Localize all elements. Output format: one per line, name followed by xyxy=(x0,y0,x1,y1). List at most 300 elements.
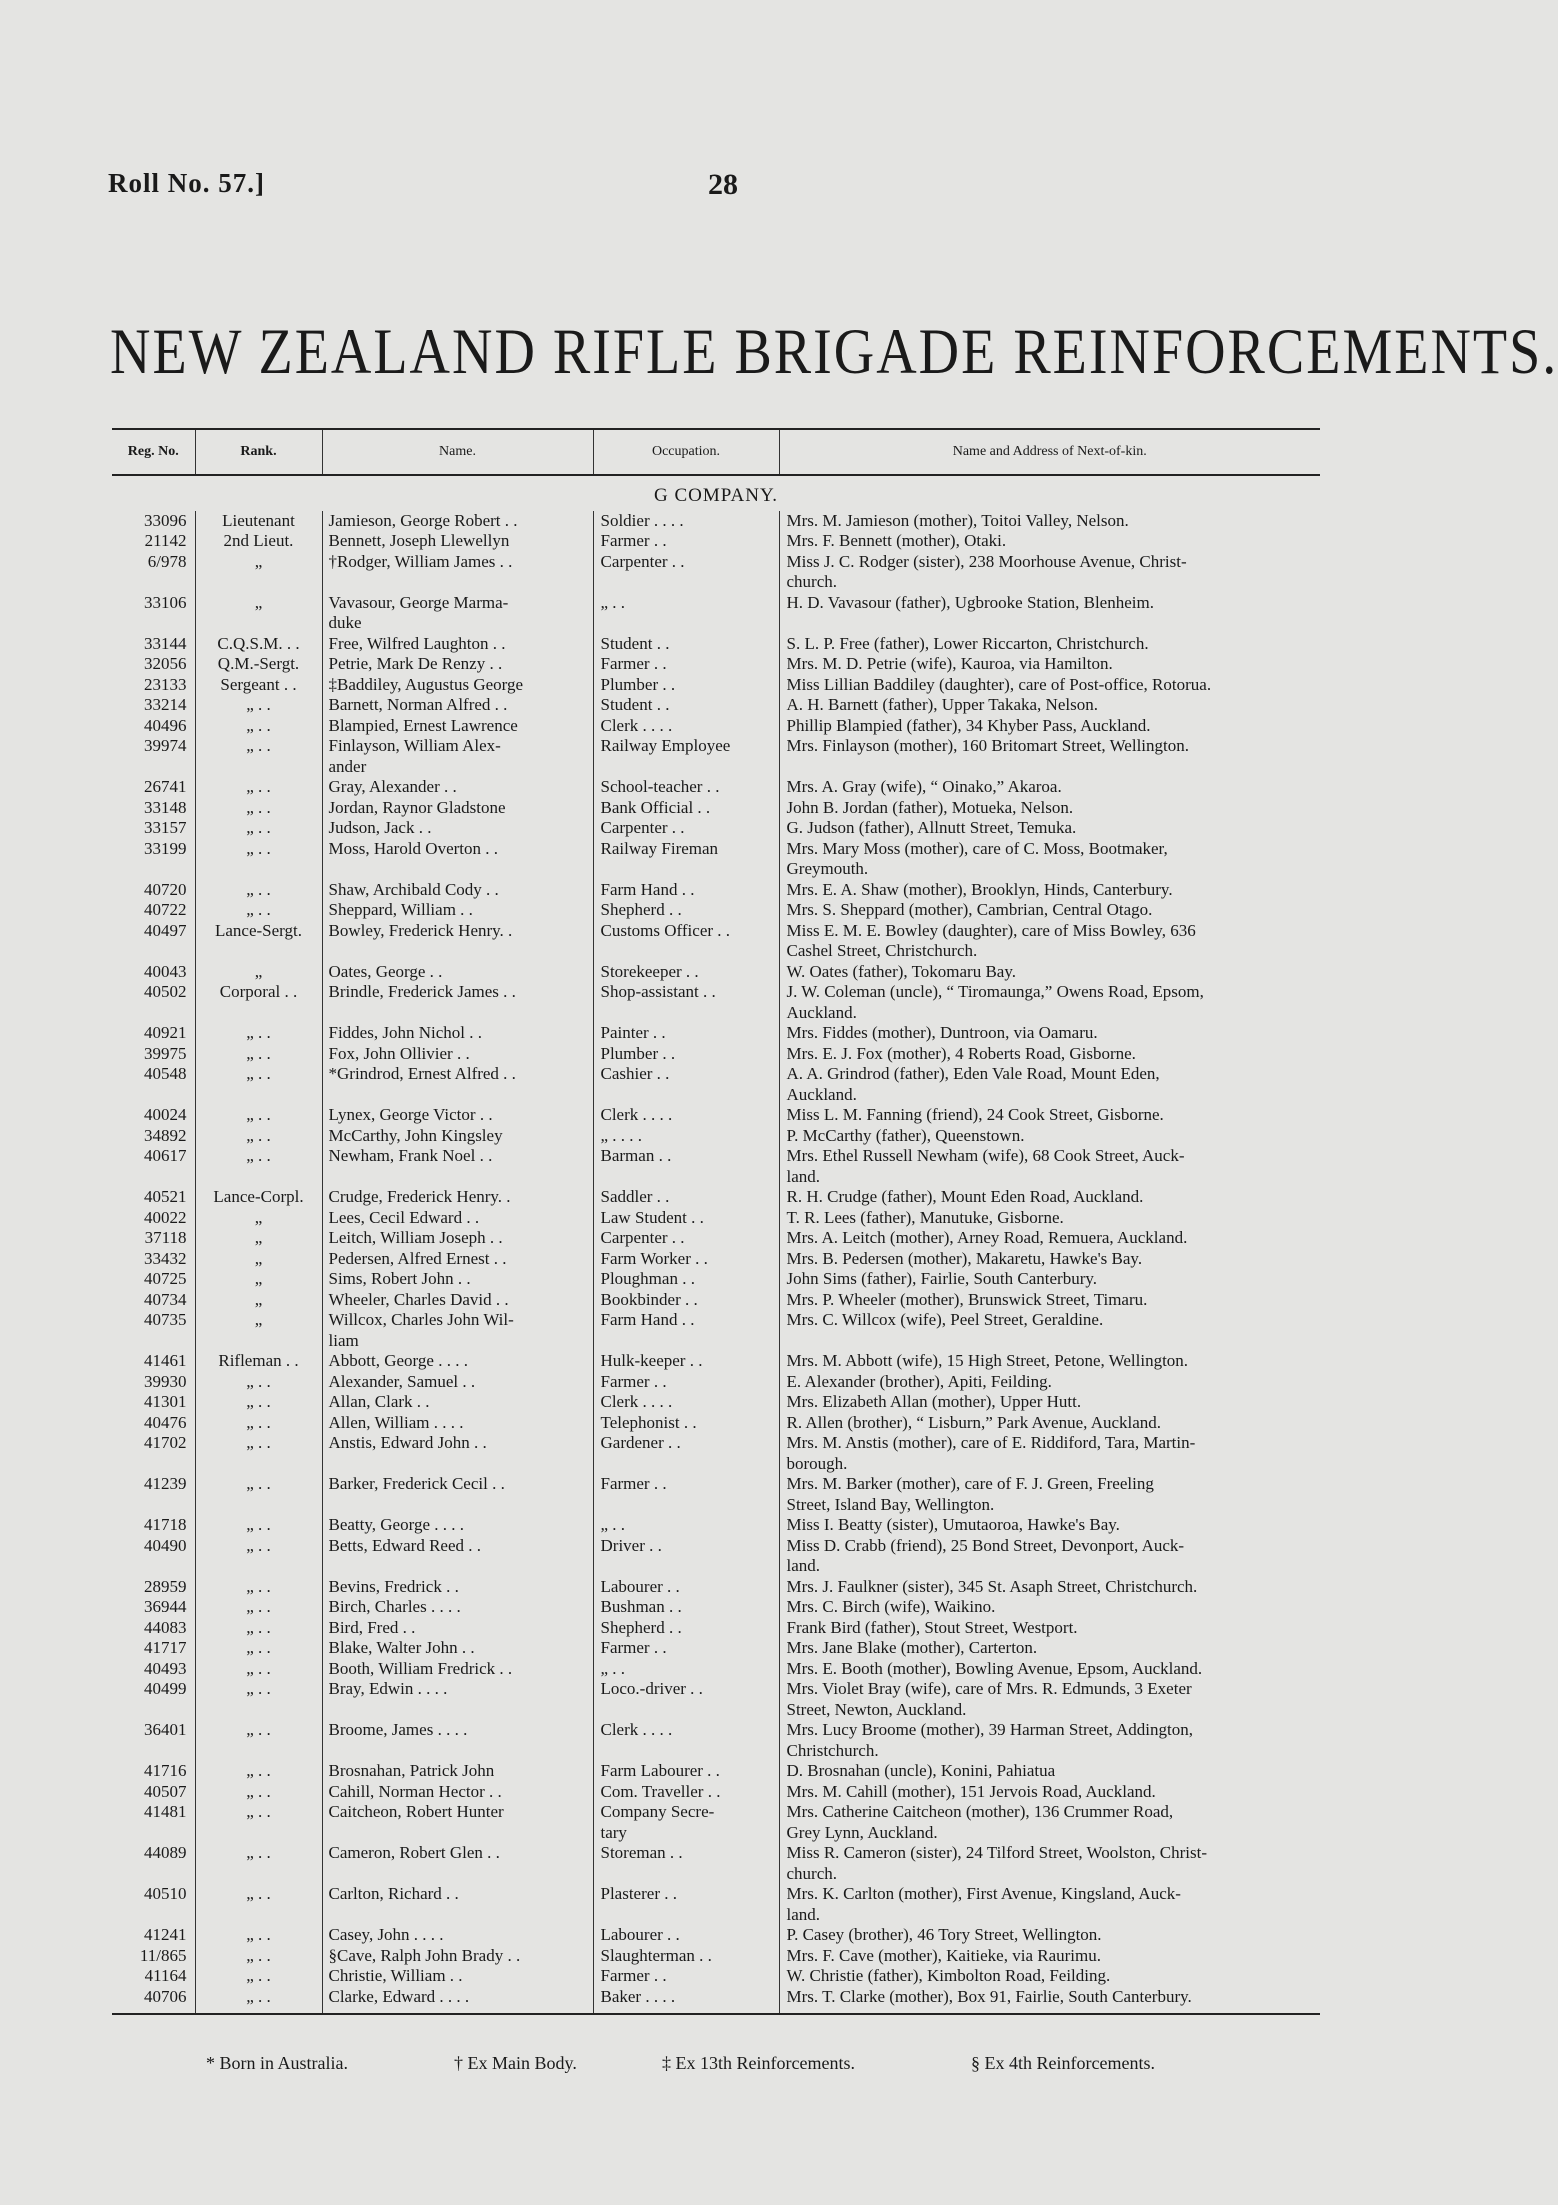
next-of-kin-cell: Mrs. M. Barker (mother), care of F. J. Green, Freeling Street, Island Bay, Wellington. xyxy=(779,1474,1320,1515)
next-of-kin-cell: Mrs. E. A. Shaw (mother), Brooklyn, Hinds, Canterbury. xyxy=(779,880,1320,901)
rank-cell: „ . . xyxy=(195,1044,322,1065)
occupation-cell: Baker . . . . xyxy=(593,1987,779,2015)
table-row xyxy=(112,1761,1320,1782)
next-of-kin-cell: S. L. P. Free (father), Lower Riccarton, Christchurch. xyxy=(779,634,1320,655)
table-row xyxy=(112,1269,1320,1290)
reg-no-cell: 40497 xyxy=(144,920,187,940)
occupation-cell: Bookbinder . . xyxy=(593,1290,779,1311)
occupation-cell: Railway Fireman xyxy=(593,839,779,880)
reg-no-cell: 41702 xyxy=(144,1433,187,1452)
reg-no-cell: 33144 xyxy=(144,633,187,653)
name-cell: Newham, Frank Noel . . xyxy=(322,1146,593,1187)
rank-cell: „ . . xyxy=(195,716,322,737)
name-cell: Cameron, Robert Glen . . xyxy=(322,1843,593,1884)
table-row xyxy=(112,675,1320,696)
table-row xyxy=(112,716,1320,737)
reg-no-cell: 33432 xyxy=(144,1248,187,1268)
next-of-kin-cell: Mrs. F. Bennett (mother), Otaki. xyxy=(779,531,1320,552)
occupation-cell: Farmer . . xyxy=(593,1372,779,1393)
name-cell: Alexander, Samuel . . xyxy=(322,1372,593,1393)
next-of-kin-cell: Mrs. A. Gray (wife), “ Oinako,” Akaroa. xyxy=(779,777,1320,798)
rank-cell: Lance-Sergt. xyxy=(195,921,322,962)
rank-cell: „ . . xyxy=(195,1761,322,1782)
table-row xyxy=(112,839,1320,880)
name-cell: Bray, Edwin . . . . xyxy=(322,1679,593,1720)
rank-cell: „ . . xyxy=(195,1843,322,1884)
reg-no-cell: 39974 xyxy=(144,736,187,755)
rank-cell: „ . . xyxy=(195,1782,322,1803)
occupation-cell: Loco.-driver . . xyxy=(593,1679,779,1720)
rank-cell: „ . . xyxy=(195,1679,322,1720)
next-of-kin-cell: J. W. Coleman (uncle), “ Tiromaunga,” Owens Road, Epsom, Auckland. xyxy=(779,982,1320,1023)
occupation-cell: Clerk . . . . xyxy=(593,716,779,737)
occupation-cell: Farmer . . xyxy=(593,1474,779,1515)
table-row xyxy=(112,1433,1320,1474)
occupation-cell: Clerk . . . . xyxy=(593,1105,779,1126)
reg-no-cell: 44083 xyxy=(144,1617,187,1637)
next-of-kin-cell: Mrs. M. Cahill (mother), 151 Jervois Road, Auckland. xyxy=(779,1782,1320,1803)
reg-no-cell: 41164 xyxy=(144,1966,187,1985)
column-header-reg-no: Reg. No. xyxy=(112,429,195,475)
name-cell: Brindle, Frederick James . . xyxy=(322,982,593,1023)
reg-no-cell: 40921 xyxy=(144,1023,187,1042)
next-of-kin-cell: R. H. Crudge (father), Mount Eden Road, Auckland. xyxy=(779,1187,1320,1208)
next-of-kin-cell: Miss D. Crabb (friend), 25 Bond Street, Devonport, Auck- land. xyxy=(779,1536,1320,1577)
rank-cell: „ xyxy=(195,1228,322,1249)
rank-cell: „ . . xyxy=(195,1618,322,1639)
occupation-cell: Shepherd . . xyxy=(593,1618,779,1639)
name-cell: Bennett, Joseph Llewellyn xyxy=(322,531,593,552)
footnote-4th-reinforcements: § Ex 4th Reinforcements. xyxy=(971,2053,1155,2073)
table-row xyxy=(112,1782,1320,1803)
reg-no-cell: 33096 xyxy=(144,510,187,530)
name-cell: Jordan, Raynor Gladstone xyxy=(322,798,593,819)
table-row xyxy=(112,1474,1320,1515)
next-of-kin-cell: Mrs. Lucy Broome (mother), 39 Harman Street, Addington, Christchurch. xyxy=(779,1720,1320,1761)
reg-no-cell: 39975 xyxy=(144,1043,187,1063)
name-cell: Fox, John Ollivier . . xyxy=(322,1044,593,1065)
reg-no-cell: 6/978 xyxy=(147,551,187,571)
name-cell: Bevins, Fredrick . . xyxy=(322,1577,593,1598)
occupation-cell: Law Student . . xyxy=(593,1208,779,1229)
next-of-kin-cell: P. McCarthy (father), Queenstown. xyxy=(779,1126,1320,1147)
name-cell: Finlayson, William Alex- ander xyxy=(322,736,593,777)
occupation-cell: Student . . xyxy=(593,695,779,716)
occupation-cell: Bushman . . xyxy=(593,1597,779,1618)
reg-no-cell: 40617 xyxy=(144,1146,187,1165)
table-row xyxy=(112,777,1320,798)
next-of-kin-cell: Miss J. C. Rodger (sister), 238 Moorhouse Avenue, Christ- church. xyxy=(779,552,1320,593)
name-cell: Caitcheon, Robert Hunter xyxy=(322,1802,593,1843)
occupation-cell: School-teacher . . xyxy=(593,777,779,798)
table-row xyxy=(112,880,1320,901)
reg-no-cell: 40502 xyxy=(144,982,187,1001)
reg-no-cell: 40499 xyxy=(144,1679,187,1698)
name-cell: Sheppard, William . . xyxy=(322,900,593,921)
reg-no-cell: 41461 xyxy=(144,1351,187,1370)
occupation-cell: Plumber . . xyxy=(593,675,779,696)
table-row xyxy=(112,1146,1320,1187)
rank-cell: C.Q.S.M. . . xyxy=(195,634,322,655)
table-row xyxy=(112,900,1320,921)
occupation-cell: Farmer . . xyxy=(593,1966,779,1987)
name-cell: Moss, Harold Overton . . xyxy=(322,839,593,880)
rank-cell: „ . . xyxy=(195,1597,322,1618)
roll-number: Roll No. 57.] xyxy=(108,168,265,198)
table-row xyxy=(112,1208,1320,1229)
reg-no-cell: 36401 xyxy=(144,1720,187,1739)
table-row xyxy=(112,1679,1320,1720)
rank-cell: „ xyxy=(195,1249,322,1270)
page-number: 28 xyxy=(708,168,738,201)
next-of-kin-cell: W. Oates (father), Tokomaru Bay. xyxy=(779,962,1320,983)
rank-cell: „ . . xyxy=(195,1720,322,1761)
reg-no-cell: 32056 xyxy=(144,654,187,673)
occupation-cell: Farm Labourer . . xyxy=(593,1761,779,1782)
name-cell: Free, Wilfred Laughton . . xyxy=(322,634,593,655)
occupation-cell: Clerk . . . . xyxy=(593,1720,779,1761)
reg-no-cell: 40548 xyxy=(144,1064,187,1083)
next-of-kin-cell: P. Casey (brother), 46 Tory Street, Wellington. xyxy=(779,1925,1320,1946)
name-cell: Lynex, George Victor . . xyxy=(322,1105,593,1126)
name-cell: Carlton, Richard . . xyxy=(322,1884,593,1925)
occupation-cell: Farm Worker . . xyxy=(593,1249,779,1270)
occupation-cell: Storekeeper . . xyxy=(593,962,779,983)
rank-cell: „ xyxy=(195,593,322,634)
table-row xyxy=(112,982,1320,1023)
next-of-kin-cell: Mrs. Mary Moss (mother), care of C. Moss, Bootmaker, Greymouth. xyxy=(779,839,1320,880)
reg-no-cell: 21142 xyxy=(144,531,187,550)
next-of-kin-cell: G. Judson (father), Allnutt Street, Temuka. xyxy=(779,818,1320,839)
column-header-occupation: Occupation. xyxy=(593,429,779,475)
name-cell: Barker, Frederick Cecil . . xyxy=(322,1474,593,1515)
table-row xyxy=(112,1310,1320,1351)
reg-no-cell: 40510 xyxy=(144,1884,187,1903)
table-row xyxy=(112,695,1320,716)
next-of-kin-cell: Phillip Blampied (father), 34 Khyber Pass, Auckland. xyxy=(779,716,1320,737)
table-row xyxy=(112,1126,1320,1147)
table-row xyxy=(112,1044,1320,1065)
next-of-kin-cell: Mrs. Fiddes (mother), Duntroon, via Oamaru. xyxy=(779,1023,1320,1044)
reg-no-cell: 41301 xyxy=(144,1392,187,1411)
table-row xyxy=(112,1597,1320,1618)
next-of-kin-cell: Mrs. F. Cave (mother), Kaitieke, via Raurimu. xyxy=(779,1946,1320,1967)
occupation-cell: Railway Employee xyxy=(593,736,779,777)
occupation-cell: Plumber . . xyxy=(593,1044,779,1065)
rank-cell: „ . . xyxy=(195,1966,322,1987)
rank-cell: „ . . xyxy=(195,818,322,839)
rank-cell: „ . . xyxy=(195,1987,322,2015)
rank-cell: „ . . xyxy=(195,695,322,716)
next-of-kin-cell: Mrs. M. D. Petrie (wife), Kauroa, via Hamilton. xyxy=(779,654,1320,675)
rank-cell: „ xyxy=(195,1290,322,1311)
rank-cell: „ . . xyxy=(195,1925,322,1946)
column-header-next-of-kin: Name and Address of Next-of-kin. xyxy=(779,429,1320,475)
occupation-cell: Carpenter . . xyxy=(593,1228,779,1249)
table-row xyxy=(112,1023,1320,1044)
next-of-kin-cell: D. Brosnahan (uncle), Konini, Pahiatua xyxy=(779,1761,1320,1782)
occupation-cell: „ . . xyxy=(593,1659,779,1680)
rank-cell: „ xyxy=(195,1310,322,1351)
reg-no-cell: 40521 xyxy=(144,1187,187,1206)
name-cell: Casey, John . . . . xyxy=(322,1925,593,1946)
name-cell: §Cave, Ralph John Brady . . xyxy=(322,1946,593,1967)
table-row xyxy=(112,1290,1320,1311)
next-of-kin-cell: A. A. Grindrod (father), Eden Vale Road, Mount Eden, Auckland. xyxy=(779,1064,1320,1105)
company-heading-row xyxy=(112,475,1320,511)
next-of-kin-cell: Miss L. M. Fanning (friend), 24 Cook Street, Gisborne. xyxy=(779,1105,1320,1126)
name-cell: Broome, James . . . . xyxy=(322,1720,593,1761)
occupation-cell: Company Secre- tary xyxy=(593,1802,779,1843)
reg-no-cell: 11/865 xyxy=(139,1945,187,1965)
name-cell: Blake, Walter John . . xyxy=(322,1638,593,1659)
table-row xyxy=(112,1618,1320,1639)
occupation-cell: Slaughterman . . xyxy=(593,1946,779,1967)
rank-cell: „ . . xyxy=(195,798,322,819)
table-row xyxy=(112,962,1320,983)
table-row xyxy=(112,1638,1320,1659)
table-row xyxy=(112,818,1320,839)
next-of-kin-cell: Mrs. E. Booth (mother), Bowling Avenue, Epsom, Auckland. xyxy=(779,1659,1320,1680)
rank-cell: „ . . xyxy=(195,1536,322,1577)
name-cell: Crudge, Frederick Henry. . xyxy=(322,1187,593,1208)
name-cell: Christie, William . . xyxy=(322,1966,593,1987)
table-row xyxy=(112,1925,1320,1946)
reg-no-cell: 40476 xyxy=(144,1412,187,1432)
occupation-cell: Com. Traveller . . xyxy=(593,1782,779,1803)
occupation-cell: Labourer . . xyxy=(593,1577,779,1598)
rank-cell: „ . . xyxy=(195,1126,322,1147)
occupation-cell: Saddler . . xyxy=(593,1187,779,1208)
name-cell: Beatty, George . . . . xyxy=(322,1515,593,1536)
reg-no-cell: 40507 xyxy=(144,1781,187,1801)
table-row xyxy=(112,531,1320,552)
next-of-kin-cell: A. H. Barnett (father), Upper Takaka, Nelson. xyxy=(779,695,1320,716)
rank-cell: „ . . xyxy=(195,1802,322,1843)
occupation-cell: Telephonist . . xyxy=(593,1413,779,1434)
table-row xyxy=(112,593,1320,634)
table-row xyxy=(112,1351,1320,1372)
name-cell: Pedersen, Alfred Ernest . . xyxy=(322,1249,593,1270)
reg-no-cell: 33106 xyxy=(144,592,187,612)
table-row xyxy=(112,1720,1320,1761)
name-cell: Sims, Robert John . . xyxy=(322,1269,593,1290)
rank-cell: „ . . xyxy=(195,1105,322,1126)
rank-cell: „ xyxy=(195,1208,322,1229)
name-cell: Anstis, Edward John . . xyxy=(322,1433,593,1474)
rank-cell: „ . . xyxy=(195,1659,322,1680)
occupation-cell: Cashier . . xyxy=(593,1064,779,1105)
occupation-cell: „ . . . . xyxy=(593,1126,779,1147)
name-cell: Petrie, Mark De Renzy . . xyxy=(322,654,593,675)
reg-no-cell: 40043 xyxy=(144,961,187,981)
name-cell: Allen, William . . . . xyxy=(322,1413,593,1434)
next-of-kin-cell: Mrs. S. Sheppard (mother), Cambrian, Central Otago. xyxy=(779,900,1320,921)
occupation-cell: Carpenter . . xyxy=(593,552,779,593)
rank-cell: „ . . xyxy=(195,1884,322,1925)
occupation-cell: Ploughman . . xyxy=(593,1269,779,1290)
table-row xyxy=(112,1064,1320,1105)
occupation-cell: „ . . xyxy=(593,593,779,634)
rank-cell: Lance-Corpl. xyxy=(195,1187,322,1208)
table-row xyxy=(112,1413,1320,1434)
table-row xyxy=(112,921,1320,962)
rank-cell: Q.M.-Sergt. xyxy=(195,654,322,675)
name-cell: Booth, William Fredrick . . xyxy=(322,1659,593,1680)
reg-no-cell: 40725 xyxy=(144,1269,187,1288)
reg-no-cell: 34892 xyxy=(144,1125,187,1145)
page-header xyxy=(108,168,1318,208)
reg-no-cell: 37118 xyxy=(144,1228,187,1247)
occupation-cell: Labourer . . xyxy=(593,1925,779,1946)
name-cell: Cahill, Norman Hector . . xyxy=(322,1782,593,1803)
reg-no-cell: 23133 xyxy=(144,674,187,694)
next-of-kin-cell: Frank Bird (father), Stout Street, Westport. xyxy=(779,1618,1320,1639)
rank-cell: „ . . xyxy=(195,1515,322,1536)
occupation-cell: Gardener . . xyxy=(593,1433,779,1474)
table-body xyxy=(112,475,1320,2014)
reg-no-cell: 40722 xyxy=(144,900,187,919)
next-of-kin-cell: R. Allen (brother), “ Lisburn,” Park Avenue, Auckland. xyxy=(779,1413,1320,1434)
name-cell: Vavasour, George Marma- duke xyxy=(322,593,593,634)
occupation-cell: Painter . . xyxy=(593,1023,779,1044)
next-of-kin-cell: John Sims (father), Fairlie, South Canterbury. xyxy=(779,1269,1320,1290)
occupation-cell: Hulk-keeper . . xyxy=(593,1351,779,1372)
next-of-kin-cell: Mrs. M. Anstis (mother), care of E. Riddiford, Tara, Martin- borough. xyxy=(779,1433,1320,1474)
table-row xyxy=(112,1249,1320,1270)
reg-no-cell: 41481 xyxy=(144,1802,187,1821)
name-cell: Bowley, Frederick Henry. . xyxy=(322,921,593,962)
footnotes xyxy=(206,2053,1316,2081)
rank-cell: „ . . xyxy=(195,1433,322,1474)
occupation-cell: Bank Official . . xyxy=(593,798,779,819)
table-row xyxy=(112,1884,1320,1925)
next-of-kin-cell: Mrs. Finlayson (mother), 160 Britomart Street, Wellington. xyxy=(779,736,1320,777)
occupation-cell: Shepherd . . xyxy=(593,900,779,921)
reg-no-cell: 41716 xyxy=(144,1761,187,1780)
occupation-cell: Student . . xyxy=(593,634,779,655)
rank-cell: „ . . xyxy=(195,1638,322,1659)
occupation-cell: Farmer . . xyxy=(593,1638,779,1659)
occupation-cell: Farm Hand . . xyxy=(593,1310,779,1351)
reg-no-cell: 40022 xyxy=(144,1207,187,1227)
name-cell: Barnett, Norman Alfred . . xyxy=(322,695,593,716)
table-row xyxy=(112,1946,1320,1967)
occupation-cell: Farmer . . xyxy=(593,531,779,552)
reg-no-cell: 41717 xyxy=(144,1638,187,1657)
reg-no-cell: 33157 xyxy=(144,818,187,837)
next-of-kin-cell: Mrs. T. Clarke (mother), Box 91, Fairlie, South Canterbury. xyxy=(779,1987,1320,2015)
next-of-kin-cell: Mrs. A. Leitch (mother), Arney Road, Remuera, Auckland. xyxy=(779,1228,1320,1249)
name-cell: Jamieson, George Robert . . xyxy=(322,511,593,532)
table-row xyxy=(112,1515,1320,1536)
table-header-row xyxy=(112,429,1320,475)
next-of-kin-cell: Mrs. M. Abbott (wife), 15 High Street, Petone, Wellington. xyxy=(779,1351,1320,1372)
rank-cell: Sergeant . . xyxy=(195,675,322,696)
rank-cell: „ . . xyxy=(195,1372,322,1393)
table-row xyxy=(112,798,1320,819)
occupation-cell: Plasterer . . xyxy=(593,1884,779,1925)
reg-no-cell: 40024 xyxy=(144,1105,187,1124)
rank-cell: Rifleman . . xyxy=(195,1351,322,1372)
rank-cell: „ xyxy=(195,552,322,593)
name-cell: Clarke, Edward . . . . xyxy=(322,1987,593,2015)
rank-cell: „ xyxy=(195,962,322,983)
name-cell: Birch, Charles . . . . xyxy=(322,1597,593,1618)
reg-no-cell: 40496 xyxy=(144,715,187,735)
name-cell: Brosnahan, Patrick John xyxy=(322,1761,593,1782)
occupation-cell: Customs Officer . . xyxy=(593,921,779,962)
table-row xyxy=(112,1802,1320,1843)
name-cell: Willcox, Charles John Wil- liam xyxy=(322,1310,593,1351)
footnote-main-body: † Ex Main Body. xyxy=(454,2053,577,2073)
occupation-cell: Soldier . . . . xyxy=(593,511,779,532)
name-cell: Bird, Fred . . xyxy=(322,1618,593,1639)
column-header-name: Name. xyxy=(322,429,593,475)
page-title: NEW ZEALAND RIFLE BRIGADE REINFORCEMENTS. xyxy=(110,316,1558,388)
name-cell: ‡Baddiley, Augustus George xyxy=(322,675,593,696)
table-row xyxy=(112,1187,1320,1208)
column-header-rank: Rank. xyxy=(195,429,322,475)
rank-cell: „ . . xyxy=(195,1023,322,1044)
rank-cell: „ . . xyxy=(195,1392,322,1413)
reg-no-cell: 41239 xyxy=(144,1474,187,1493)
next-of-kin-cell: Mrs. C. Birch (wife), Waikino. xyxy=(779,1597,1320,1618)
rank-cell: „ . . xyxy=(195,1946,322,1967)
next-of-kin-cell: T. R. Lees (father), Manutuke, Gisborne. xyxy=(779,1208,1320,1229)
table-row xyxy=(112,1843,1320,1884)
table-row xyxy=(112,511,1320,532)
next-of-kin-cell: E. Alexander (brother), Apiti, Feilding. xyxy=(779,1372,1320,1393)
name-cell: Lees, Cecil Edward . . xyxy=(322,1208,593,1229)
rank-cell: Lieutenant xyxy=(195,511,322,532)
name-cell: McCarthy, John Kingsley xyxy=(322,1126,593,1147)
next-of-kin-cell: Mrs. E. J. Fox (mother), 4 Roberts Road, Gisborne. xyxy=(779,1044,1320,1065)
reg-no-cell: 33199 xyxy=(144,838,187,858)
occupation-cell: Shop-assistant . . xyxy=(593,982,779,1023)
rank-cell: „ . . xyxy=(195,1064,322,1105)
rank-cell: Corporal . . xyxy=(195,982,322,1023)
table-row xyxy=(112,1966,1320,1987)
rank-cell: „ . . xyxy=(195,1577,322,1598)
next-of-kin-cell: Miss E. M. E. Bowley (daughter), care of Miss Bowley, 636 Cashel Street, Christchurch. xyxy=(779,921,1320,962)
name-cell: Abbott, George . . . . xyxy=(322,1351,593,1372)
reg-no-cell: 40720 xyxy=(144,879,187,899)
reg-no-cell: 40706 xyxy=(112,1987,195,2015)
table-row xyxy=(112,552,1320,593)
next-of-kin-cell: Mrs. Ethel Russell Newham (wife), 68 Cook Street, Auck- land. xyxy=(779,1146,1320,1187)
name-cell: Leitch, William Joseph . . xyxy=(322,1228,593,1249)
occupation-cell: „ . . xyxy=(593,1515,779,1536)
reg-no-cell: 44089 xyxy=(144,1843,187,1862)
table-row xyxy=(112,1372,1320,1393)
table-row xyxy=(112,634,1320,655)
rank-cell: „ . . xyxy=(195,839,322,880)
occupation-cell: Storeman . . xyxy=(593,1843,779,1884)
name-cell: †Rodger, William James . . xyxy=(322,552,593,593)
name-cell: Wheeler, Charles David . . xyxy=(322,1290,593,1311)
next-of-kin-cell: H. D. Vavasour (father), Ugbrooke Station, Blenheim. xyxy=(779,593,1320,634)
name-cell: Fiddes, John Nichol . . xyxy=(322,1023,593,1044)
next-of-kin-cell: John B. Jordan (father), Motueka, Nelson. xyxy=(779,798,1320,819)
next-of-kin-cell: Mrs. Violet Bray (wife), care of Mrs. R. Edmunds, 3 Exeter Street, Newton, Auckland. xyxy=(779,1679,1320,1720)
next-of-kin-cell: W. Christie (father), Kimbolton Road, Feilding. xyxy=(779,1966,1320,1987)
rank-cell: „ . . xyxy=(195,736,322,777)
next-of-kin-cell: Mrs. B. Pedersen (mother), Makaretu, Hawke's Bay. xyxy=(779,1249,1320,1270)
occupation-cell: Carpenter . . xyxy=(593,818,779,839)
rank-cell: „ . . xyxy=(195,1146,322,1187)
reg-no-cell: 26741 xyxy=(144,777,187,796)
